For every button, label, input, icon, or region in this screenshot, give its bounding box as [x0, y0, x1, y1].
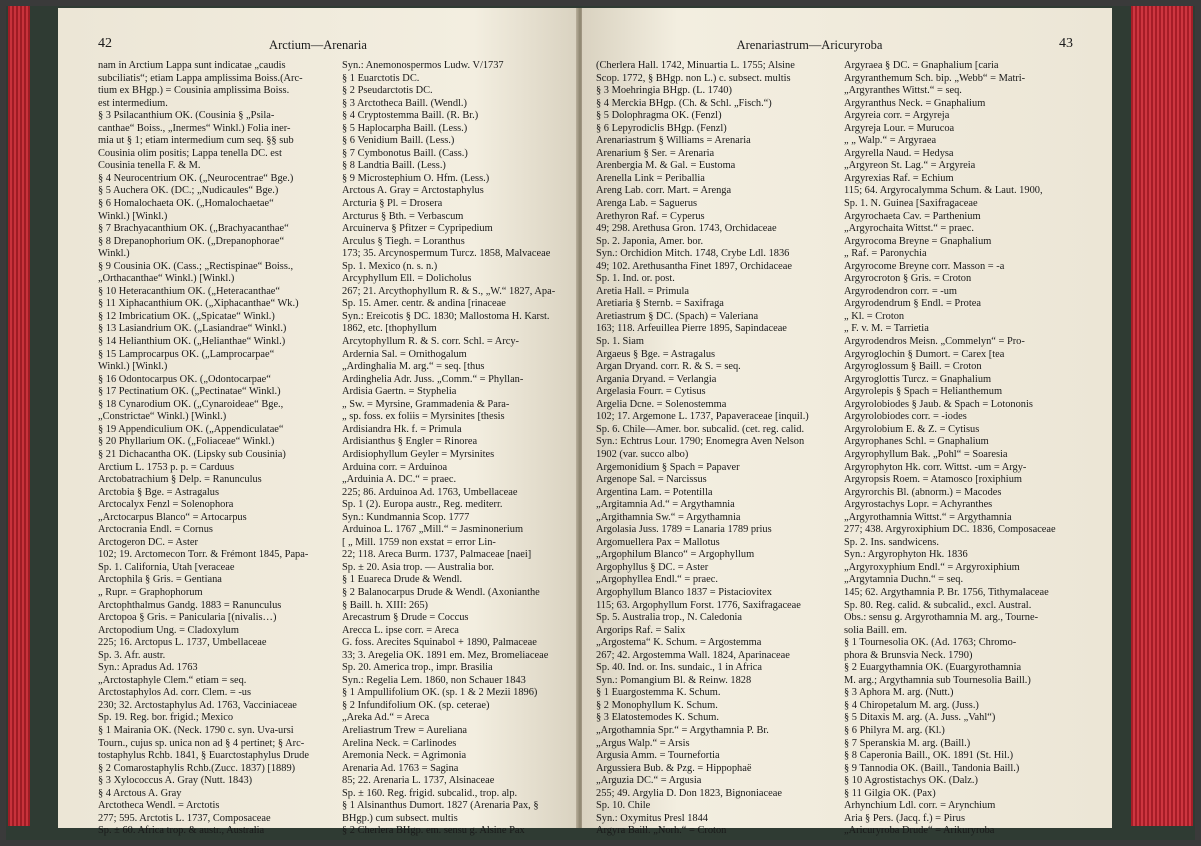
- text-line: „Argyrothamnia Wittst.“ = Argythamnia: [844, 511, 1012, 523]
- text-line: Sp. 2. Japonia, Amer. bor.: [596, 235, 704, 247]
- text-line: Obs.: sensu g. Argyrothamnia M. arg., Tourne-: [844, 612, 1039, 624]
- text-line: „Ardinghalia M. arg.“ = seq. [thus: [342, 361, 485, 373]
- text-line: „ „ Walp.“ = Argyraea: [844, 135, 937, 147]
- text-line: § 1 Tournesolia OK. (Ad. 1763; Chromo-: [844, 637, 1017, 649]
- text-line: Argyrocome Breyne corr. Masson = -a: [844, 260, 1005, 272]
- text-line: „ Raf. = Paronychia: [844, 248, 927, 260]
- text-line: 49; 102. Arethusantha Finet 1897, Orchidaceae: [596, 260, 792, 272]
- text-line: Aretiastrum § DC. (Spach) = Valeriana: [596, 310, 759, 322]
- text-line: Argaeus § Bge. = Astragalus: [596, 348, 716, 360]
- text-line: Arctium L. 1753 p. p. = Carduus: [98, 461, 235, 473]
- text-line: Arcturus § Bth. = Verbascum: [342, 210, 464, 222]
- text-line: „Arguzia DC.“ = Argusia: [596, 775, 702, 787]
- text-line: Syn.: Regelia Lem. 1860, non Schauer 1843: [342, 674, 526, 686]
- text-line: § 4 Arctous A. Gray: [98, 787, 182, 799]
- text-line: Ardisiandra Hk. f. = Primula: [342, 423, 462, 435]
- text-line: Arctophila § Gris. = Gentiana: [98, 574, 222, 586]
- text-line: Argusia Amm. = Tournefortia: [596, 750, 720, 762]
- text-line: Argyranthemum Sch. bip. „Webb“ = Matri-: [844, 72, 1026, 84]
- text-line: Argyrostachys Lopr. = Achyranthes: [844, 499, 993, 511]
- text-line: „Argithamnia Sw.“ = Argythamnia: [596, 511, 741, 523]
- text-line: Sp. ± 60. Africa trop. & austr., Australia: [98, 825, 265, 837]
- text-line: 115; 63. Argophyllum Forst. 1776, Saxifragaceae: [596, 599, 801, 611]
- text-line: (Cherlera Hall. 1742, Minuartia L. 1755; Alsine: [596, 60, 795, 71]
- text-line: Aretiaria § Sternb. = Saxifraga: [596, 298, 724, 310]
- text-line: § 10 Agrostistachys OK. (Dalz.): [844, 775, 978, 787]
- text-line: Ardisiophyllum Geyler = Myrsinites: [342, 448, 495, 460]
- text-line: Syn.: Echtrus Lour. 1790; Enomegra Aven Nelson: [596, 436, 805, 448]
- text-line: § 3 Aphora M. arg. (Nutt.): [844, 687, 954, 699]
- text-line: § 1 Euarctotis DC.: [342, 72, 420, 84]
- text-line: Arculus § Tiegh. = Loranthus: [342, 235, 465, 247]
- text-line: Argyrophyton Hk. corr. Wittst. -um = Argy-: [844, 461, 1027, 473]
- text-line: Syn.: Argyrophyton Hk. 1836: [844, 549, 968, 561]
- text-line: Arcturia § Pl. = Drosera: [342, 198, 443, 210]
- text-line: Argophyllum Blanco 1837 = Pistaciovitex: [596, 586, 772, 598]
- text-line: „Argophilum Blanco“ = Argophyllum: [596, 549, 755, 561]
- text-line: § 8 Caperonia Baill., OK. 1891 (St. Hil.): [844, 750, 1014, 762]
- text-line: § 8 Drepanophorium OK. („Drepanophorae“: [98, 235, 285, 247]
- text-line: Argyroglottis Turcz. = Gnaphalium: [844, 373, 992, 385]
- text-line: Argyrolobiodes corr. = -iodes: [844, 411, 967, 423]
- text-line: „Arctostaphyle Clem.“ etiam = seq.: [98, 674, 247, 686]
- text-line: Aremonia Neck. = Agrimonia: [342, 750, 467, 762]
- text-line: „Orthacanthae“ Winkl.) [Winkl.): [98, 273, 235, 285]
- text-line: § 7 Brachyacanthium OK. („Brachyacanthae“: [98, 223, 289, 235]
- text-line: Argophyllus § DC. = Aster: [596, 561, 709, 573]
- text-line: 1902 (var. succo albo): [596, 448, 689, 460]
- text-line: subciliatis“; etiam Lappa amplissima Boiss.(Arc-: [98, 72, 303, 84]
- text-line: § 4 Neurocentrium OK. („Neurocentrae“ Bge.): [98, 172, 294, 184]
- text-line: Argyraea § DC. = Gnaphalium [caria: [844, 60, 999, 71]
- text-line: Arctobia § Bge. = Astragalus: [98, 486, 219, 498]
- text-line: Sp. 1 (2). Europa austr., Reg. mediterr.: [342, 499, 503, 511]
- text-line: Arcuinerva § Pfitzer = Cypripedium: [342, 223, 493, 235]
- text-line: § 9 Cousinia OK. (Cass.; „Rectispinae“ Boiss.,: [98, 260, 294, 272]
- text-line: 85; 22. Arenaria L. 1737, Alsinaceae: [342, 775, 495, 787]
- text-line: Sp. 1. Siam: [596, 336, 644, 348]
- text-line: Syn.: Apradus Ad. 1763: [98, 662, 198, 674]
- text-line: „Arctocarpus Blanco“ = Artocarpus: [98, 511, 247, 523]
- text-line: Arhynchium Ldl. corr. = Arynchium: [844, 800, 996, 812]
- text-line: phora & Brunsvia Neck. 1790): [844, 649, 973, 661]
- text-line: Syn.: Orchidion Mitch. 1748, Crybe Ldl. 1836: [596, 248, 790, 260]
- text-line: Cousinia tenella F. & M.: [98, 160, 201, 172]
- text-line: § 9 Tannodia OK. (Baill., Tandonia Baill.): [844, 762, 1020, 774]
- text-column: [596, 60, 832, 838]
- text-line: Argan Dryand. corr. R. & S. = seq.: [596, 361, 741, 373]
- text-line: § 5 Ditaxis M. arg. (A. Juss. „Vahl“): [844, 712, 996, 724]
- text-line: „Argytamnia Duchn.“ = seq.: [844, 574, 964, 586]
- text-line: Syn.: Ereicotis § DC. 1830; Mallostoma H. Karst.: [342, 310, 550, 322]
- text-line: „Argyreon St. Lag.“ = Argyreia: [844, 160, 976, 172]
- text-line: Argyrolobium E. & Z. = Cytisus: [844, 423, 980, 435]
- text-line: Argyrexias Raf. = Echium: [844, 172, 954, 184]
- text-line: Sp. 15. Amer. centr. & andina [rinaceae: [342, 298, 506, 310]
- text-line: Sp. 2. Ins. sandwicens.: [844, 536, 939, 548]
- text-line: § 19 Appendiculium OK. („Appendiculatae“: [98, 423, 284, 435]
- left-page-edge: [8, 6, 30, 826]
- text-line: „ Kl. = Croton: [844, 310, 905, 322]
- text-column: [844, 60, 1088, 838]
- text-line: Arctocalyx Fenzl = Solenophora: [98, 499, 234, 511]
- text-line: Sp. ± 20. Asia trop. — Australia bor.: [342, 561, 495, 573]
- text-line: „Argitamnia Ad.“ = Argythamnia: [596, 499, 735, 511]
- text-line: § 5 Haplocarpha Baill. (Less.): [342, 122, 468, 134]
- text-line: M. arg.; Argythamnia sub Tournesolia Baill.): [844, 674, 1031, 686]
- text-line: tostaphylus Rchb. 1841, § Euarctostaphylus Drude: [98, 750, 309, 762]
- text-line: § 1 Euargostemma K. Schum.: [596, 687, 721, 699]
- text-line: Argyranthus Neck. = Gnaphalium: [844, 97, 986, 109]
- text-line: Syn.: Kundmannia Scop. 1777: [342, 511, 470, 523]
- text-line: Argyrocoma Breyne = Gnaphalium: [844, 235, 992, 247]
- text-line: § 5 Dolophragma OK. (Fenzl): [596, 110, 722, 122]
- text-line: § 5 Auchera OK. (DC.; „Nudicaules“ Bge.): [98, 185, 279, 197]
- text-line: „ sp. foss. ex foliis = Myrsinites [thesis: [342, 411, 505, 423]
- text-line: Argyrella Naud. = Hedysa: [844, 147, 954, 159]
- text-line: 255; 49. Argylia D. Don 1823, Bignoniaceae: [596, 787, 782, 799]
- text-line: Arctopodium Ung. = Cladoxylum: [98, 624, 239, 636]
- text-line: Argyrodendros Meisn. „Commelyn“ = Pro-: [844, 336, 1025, 348]
- text-line: § 2 Balanocarpus Drude & Wendl. (Axonianthe: [342, 586, 540, 598]
- text-line: Ardisianthus § Engler = Rinorea: [342, 436, 478, 448]
- text-line: tium ex BHgp.) = Cousinia amplissima Boiss.: [98, 85, 290, 97]
- text-line: § 2 Euargythamnia OK. (Euargyrothamnia: [844, 662, 1022, 674]
- text-line: § 4 Merckia BHgp. (Ch. & Schl. „Fisch.“): [596, 97, 772, 109]
- text-line: Ardernia Sal. = Ornithogalum: [342, 348, 467, 360]
- text-line: Arenella Link = Periballia: [596, 172, 705, 184]
- text-line: Arcyphyllum Ell. = Dolicholus: [342, 273, 472, 285]
- text-line: „Arduinia A. DC.“ = praec.: [342, 474, 457, 486]
- left-page: [58, 8, 578, 837]
- right-page-edge: [1131, 6, 1193, 826]
- text-line: § 9 Microstephium O. Hfm. (Less.): [342, 172, 490, 184]
- text-line: solia Baill. em.: [844, 624, 907, 636]
- text-line: nam in Arctium Lappa sunt indicatae „caudis: [98, 60, 286, 71]
- text-line: Aretia Hall. = Primula: [596, 285, 690, 297]
- text-line: § 2 Monophyllum K. Schum.: [596, 699, 718, 711]
- text-line: § 11 Gilgia OK. (Pax): [844, 787, 936, 799]
- text-line: Arelina Neck. = Carlinodes: [342, 737, 457, 749]
- text-line: § 2 Cherlera BHgp. em. sensu g. Alsine Pax: [342, 825, 525, 837]
- text-line: Arctobatrachium § Delp. = Ranunculus: [98, 474, 262, 486]
- text-line: Winkl.) [Winkl.): [98, 210, 168, 222]
- text-line: BHgp.) cum subsect. multis: [342, 812, 458, 824]
- text-line: Argyreia corr. = Argyreja: [844, 110, 950, 122]
- text-line: Arctocrania Endl. = Cornus: [98, 524, 213, 536]
- text-line: Aria § Pers. (Jacq. f.) = Pirus: [844, 812, 965, 824]
- text-line: Arenariastrum § Williams = Arenaria: [596, 135, 751, 147]
- text-line: § 6 Philyra M. arg. (Kl.): [844, 724, 945, 736]
- running-head: Arctium—Arenaria: [269, 38, 367, 52]
- text-line: „Argus Walp.“ = Arsis: [596, 737, 690, 749]
- text-line: § 3 Elatostemodes K. Schum.: [596, 712, 719, 724]
- text-line: 173; 35. Arcynospermum Turcz. 1858, Malvaceae: [342, 248, 551, 260]
- text-line: Arctopoa § Gris. = Panicularia [(nivalis…): [98, 612, 277, 624]
- page-number: 43: [1059, 36, 1073, 51]
- text-line: Sp. 1. N. Guinea [Saxifragaceae: [844, 198, 978, 210]
- text-line: § 3 Xylococcus A. Gray (Nutt. 1843): [98, 775, 253, 787]
- text-line: Argyrodendron corr. = -um: [844, 285, 958, 297]
- text-line: Argyrolobiodes § Jaub. & Spach = Lotononis: [844, 398, 1033, 410]
- text-line: „ Sw. = Myrsine, Grammadenia & Para-: [342, 398, 510, 410]
- page-number: 42: [98, 36, 112, 51]
- text-line: § 6 Lepyrodiclis BHgp. (Fenzl): [596, 122, 727, 134]
- text-line: Scop. 1772, § BHgp. non L.) c. subsect. multis: [596, 72, 791, 84]
- text-line: § 1 Euareca Drude & Wendl.: [342, 574, 463, 586]
- text-line: Sp. 5. Australia trop., N. Caledonia: [596, 612, 743, 624]
- text-line: § 12 Imbricatium OK. („Spicatae“ Winkl.): [98, 310, 275, 322]
- text-line: § 2 Infundifolium OK. (sp. ceterae): [342, 699, 490, 711]
- text-line: Argelia Dcne. = Solenostemma: [596, 398, 727, 410]
- text-line: Argyrophanes Schl. = Gnaphalium: [844, 436, 989, 448]
- text-line: § 4 Cryptostemma Baill. (R. Br.): [342, 110, 479, 122]
- text-line: Syn.: Anemonospermos Ludw. V/1737: [342, 60, 504, 71]
- text-line: Arecastrum § Drude = Coccus: [342, 612, 469, 624]
- text-line: Arctophthalmus Gandg. 1883 = Ranunculus: [98, 599, 282, 611]
- text-line: Sp. ± 160. Reg. frigid. subcalid., trop. alp.: [342, 787, 518, 799]
- text-line: 277; 595. Arctotis L. 1737, Composaceae: [98, 812, 271, 824]
- text-column: [342, 60, 568, 838]
- text-line: Argemonidium § Spach = Papaver: [596, 461, 740, 473]
- text-line: Arenbergia M. & Gal. = Eustoma: [596, 160, 736, 172]
- text-line: Arctogeron DC. = Aster: [98, 536, 198, 548]
- text-line: § 7 Cymbonotus Baill. (Cass.): [342, 147, 468, 159]
- text-line: Arethyron Raf. = Cyperus: [596, 210, 705, 222]
- text-line: Arduina corr. = Arduinoa: [342, 461, 448, 473]
- text-line: „Argostema“ K. Schum. = Argostemma: [596, 637, 762, 649]
- text-line: § 4 Chiropetalum M. arg. (Juss.): [844, 699, 979, 711]
- text-line: § 3 Moehringia BHgp. (L. 1740): [596, 85, 732, 97]
- text-line: Argentina Lam. = Potentilla: [596, 486, 713, 498]
- text-line: „Argothamnia Spr.“ = Argythamnia P. Br.: [596, 724, 769, 736]
- text-line: § 16 Odontocarpus OK. („Odontocarpae“: [98, 373, 271, 385]
- text-line: Argenope Sal. = Narcissus: [596, 474, 707, 486]
- text-line: § 3 Psilacanthium OK. (Cousinia § „Psila-: [98, 110, 275, 122]
- text-line: Arctous A. Gray = Arctostaphylus: [342, 185, 484, 197]
- text-line: § Baill. h. XIII: 265): [342, 599, 428, 611]
- text-line: 102; 17. Argemone L. 1737, Papaveraceae [inquil.): [596, 411, 809, 423]
- text-line: 225; 86. Arduinoa Ad. 1763, Umbellaceae: [342, 486, 518, 498]
- text-line: § 21 Dichacantha OK. (Lipsky sub Cousinia): [98, 448, 286, 460]
- text-line: „Aricuryroba Drude“ = Arikuryroba: [844, 825, 995, 837]
- text-line: „ F. v. M. = Tarrietia: [844, 323, 929, 335]
- text-line: Argomuellera Pax = Mallotus: [596, 536, 720, 548]
- running-head: Arenariastrum—Aricuryroba: [736, 38, 883, 52]
- text-line: Sp. 19. Reg. bor. frigid.; Mexico: [98, 712, 234, 724]
- text-line: § 18 Cynarodium OK. („Cynaroideae“ Bge.,: [98, 398, 284, 410]
- text-line: Areliastrum Trew = Aureliana: [342, 724, 468, 736]
- text-line: Sp. 1. Ind. or. post.: [596, 273, 675, 285]
- text-line: § 7 Speranskia M. arg. (Baill.): [844, 737, 971, 749]
- text-line: „Argyranthes Wittst.“ = seq.: [844, 85, 962, 97]
- text-line: 267; 21. Arcythophyllum R. & S., „W.“ 1827, Apa-: [342, 285, 556, 297]
- text-line: § 6 Homalochaeta OK. („Homalochaetae“: [98, 198, 274, 210]
- text-line: § 1 Mairania OK. (Neck. 1790 c. syn. Uva-ursi: [98, 724, 294, 736]
- text-line: „Argyroxyphium Endl.“ = Argyroxiphium: [844, 561, 1020, 573]
- text-line: 102; 19. Arctomecon Torr. & Frémont 1845, Papa-: [98, 549, 309, 561]
- text-line: Winkl.): [98, 248, 130, 260]
- text-line: Ardisia Gaertn. = Styphelia: [342, 386, 457, 398]
- text-line: mia ut § 1; etiam intermedium cum seq. §§ sub: [98, 135, 294, 147]
- text-line: 225; 16. Arctopus L. 1737, Umbellaceae: [98, 637, 267, 649]
- text-line: Cousinia olim positis; Lappa tenella DC. est: [98, 147, 282, 159]
- text-line: Syn.: Pomangium Bl. & Reinw. 1828: [596, 674, 752, 686]
- text-line: Argyropsis Roem. = Atamosco [roxiphium: [844, 474, 1022, 486]
- text-line: 277; 438. Argyroxiphium DC. 1836, Composaceae: [844, 524, 1056, 536]
- text-line: § 6 Venidium Baill. (Less.): [342, 135, 455, 147]
- text-line: Argyrodendrum § Endl. = Protea: [844, 298, 981, 310]
- text-line: 115; 64. Argyrocalymma Schum. & Laut. 1900,: [844, 185, 1043, 197]
- text-line: § 2 Comarostaphylis Rchb.(Zucc. 1837) [1889): [98, 762, 296, 774]
- text-line: 267; 42. Argostemma Wall. 1824, Aparinaceae: [596, 649, 790, 661]
- text-line: Argyrolepis § Spach = Helianthemum: [844, 386, 1003, 398]
- text-line: Sp. 10. Chile: [596, 800, 651, 812]
- text-line: Winkl.) [Winkl.): [98, 361, 168, 373]
- right-page: [582, 8, 1112, 837]
- text-line: „Argyrochaita Wittst.“ = praec.: [844, 223, 974, 235]
- text-column: [98, 60, 333, 838]
- text-line: Argorips Raf. = Salix: [596, 624, 686, 636]
- text-line: 145; 62. Argythamnia P. Br. 1756, Tithymalaceae: [844, 586, 1049, 598]
- text-line: est intermedium.: [98, 97, 168, 109]
- text-line: „ Rupr. = Graphophorum: [98, 586, 203, 598]
- text-line: Sp. 80. Reg. calid. & subcalid., excl. Austral.: [844, 599, 1032, 611]
- text-line: Argania Dryand. = Verlangia: [596, 373, 717, 385]
- text-line: Arctostaphylos Ad. corr. Clem. = -us: [98, 687, 252, 699]
- text-line: Argolasia Juss. 1789 = Lanaria 1789 prius: [596, 524, 772, 536]
- text-line: Arenaria Ad. 1763 = Sagina: [342, 762, 459, 774]
- text-line: 33; 3. Aregelia OK. 1891 em. Mez, Bromeliaceae: [342, 649, 549, 661]
- text-line: „Constrictae“ Winkl.) [Winkl.): [98, 411, 227, 423]
- text-line: § 1 Ampullifolium OK. (sp. 1 & 2 Mezii 1896): [342, 687, 538, 699]
- text-line: Argussiera Bub. & Pzg. = Hippophaë: [596, 762, 752, 774]
- text-line: 22; 118. Areca Burm. 1737, Palmaceae [naei]: [342, 549, 532, 561]
- text-line: canthae“ Boiss., „Inermes“ Winkl.) Folia iner-: [98, 122, 291, 134]
- text-line: § 3 Arctotheca Baill. (Wendl.): [342, 97, 467, 109]
- text-line: Argyrocroton § Gris. = Croton: [844, 273, 972, 285]
- text-line: Arenarium § Ser. = Arenaria: [596, 147, 715, 159]
- text-line: Ardinghelia Adr. Juss. „Comm.“ = Phyllan-: [342, 373, 524, 385]
- text-line: Tourn., cujus sp. unica non ad § 4 pertinet; § Arc-: [98, 737, 305, 749]
- text-line: 49; 298. Arethusa Gron. 1743, Orchidaceae: [596, 223, 777, 235]
- text-line: § 10 Heteracanthium OK. („Heteracanthae“: [98, 285, 281, 297]
- text-line: Syn.: Oxymitus Presl 1844: [596, 812, 708, 824]
- text-line: Argyra Baill. „Norh.“ = Croton: [596, 825, 727, 837]
- text-line: Sp. 6. Chile—Amer. bor. subcalid. (cet. reg. calid.: [596, 423, 805, 435]
- text-line: Sp. 20. America trop., impr. Brasilia: [342, 662, 493, 674]
- text-line: „Argophyllea Endl.“ = praec.: [596, 574, 718, 586]
- text-line: 1862, etc. [thophyllum: [342, 323, 437, 335]
- text-line: Argelasia Fourr. = Cytisus: [596, 386, 706, 398]
- text-line: Argyroglochin § Dumort. = Carex [tea: [844, 348, 1005, 360]
- text-line: Sp. 3. Afr. austr.: [98, 649, 166, 661]
- text-line: [ „ Mill. 1759 non exstat = error Lin-: [342, 536, 496, 548]
- text-line: Argyrorchis Bl. (abnorm.) = Macodes: [844, 486, 1002, 498]
- text-line: Argyreja Lour. = Murucoa: [844, 122, 955, 134]
- text-line: Sp. 1. California, Utah [veraceae: [98, 561, 235, 573]
- text-line: § 15 Lamprocarpus OK. („Lamprocarpae“: [98, 348, 275, 360]
- text-line: § 11 Xiphacanthium OK. („Xiphacanthae“ Wk.): [98, 298, 299, 310]
- text-line: Argyrophyllum Bak. „Pohl“ = Soaresia: [844, 448, 1008, 460]
- text-line: § 8 Landtia Baill. (Less.): [342, 160, 446, 172]
- text-line: Areng Lab. corr. Mart. = Arenga: [596, 185, 732, 197]
- text-line: G. foss. Arecites Squinabol + 1890, Palmaceae: [342, 637, 537, 649]
- text-line: § 2 Pseudarctotis DC.: [342, 85, 433, 97]
- text-line: § 13 Lasiandrium OK. („Lasiandrae“ Winkl.): [98, 323, 287, 335]
- text-line: § 14 Helianthium OK. („Helianthae“ Winkl.): [98, 336, 286, 348]
- text-line: Sp. 40. Ind. or. Ins. sundaic., 1 in Africa: [596, 662, 762, 674]
- text-line: Arecca L. ipse corr. = Areca: [342, 624, 459, 636]
- text-line: 163; 118. Arfeuillea Pierre 1895, Sapindaceae: [596, 323, 787, 335]
- text-line: § 1 Alsinanthus Dumort. 1827 (Arenaria Pax, §: [342, 800, 539, 812]
- text-line: Argyroglossum § Baill. = Croton: [844, 361, 982, 373]
- text-line: Arcytophyllum R. & S. corr. Schl. = Arcy-: [342, 336, 519, 348]
- text-line: § 20 Phyllarium OK. („Foliaceae“ Winkl.): [98, 436, 275, 448]
- text-line: „Areka Ad.“ = Areca: [342, 712, 430, 724]
- text-line: 230; 32. Arctostaphylus Ad. 1763, Vacciniaceae: [98, 699, 297, 711]
- text-line: Argyrochaeta Cav. = Parthenium: [844, 210, 981, 222]
- text-line: Arduinoa L. 1767 „Mill.“ = Jasminonerium: [342, 524, 524, 536]
- text-line: § 17 Pectinatium OK. („Pectinatae“ Winkl.): [98, 386, 281, 398]
- text-line: Arenga Lab. = Saguerus: [596, 198, 698, 210]
- text-line: Sp. 1. Mexico (n. s. n.): [342, 260, 438, 272]
- text-line: Arctotheca Wendl. = Arctotis: [98, 800, 220, 812]
